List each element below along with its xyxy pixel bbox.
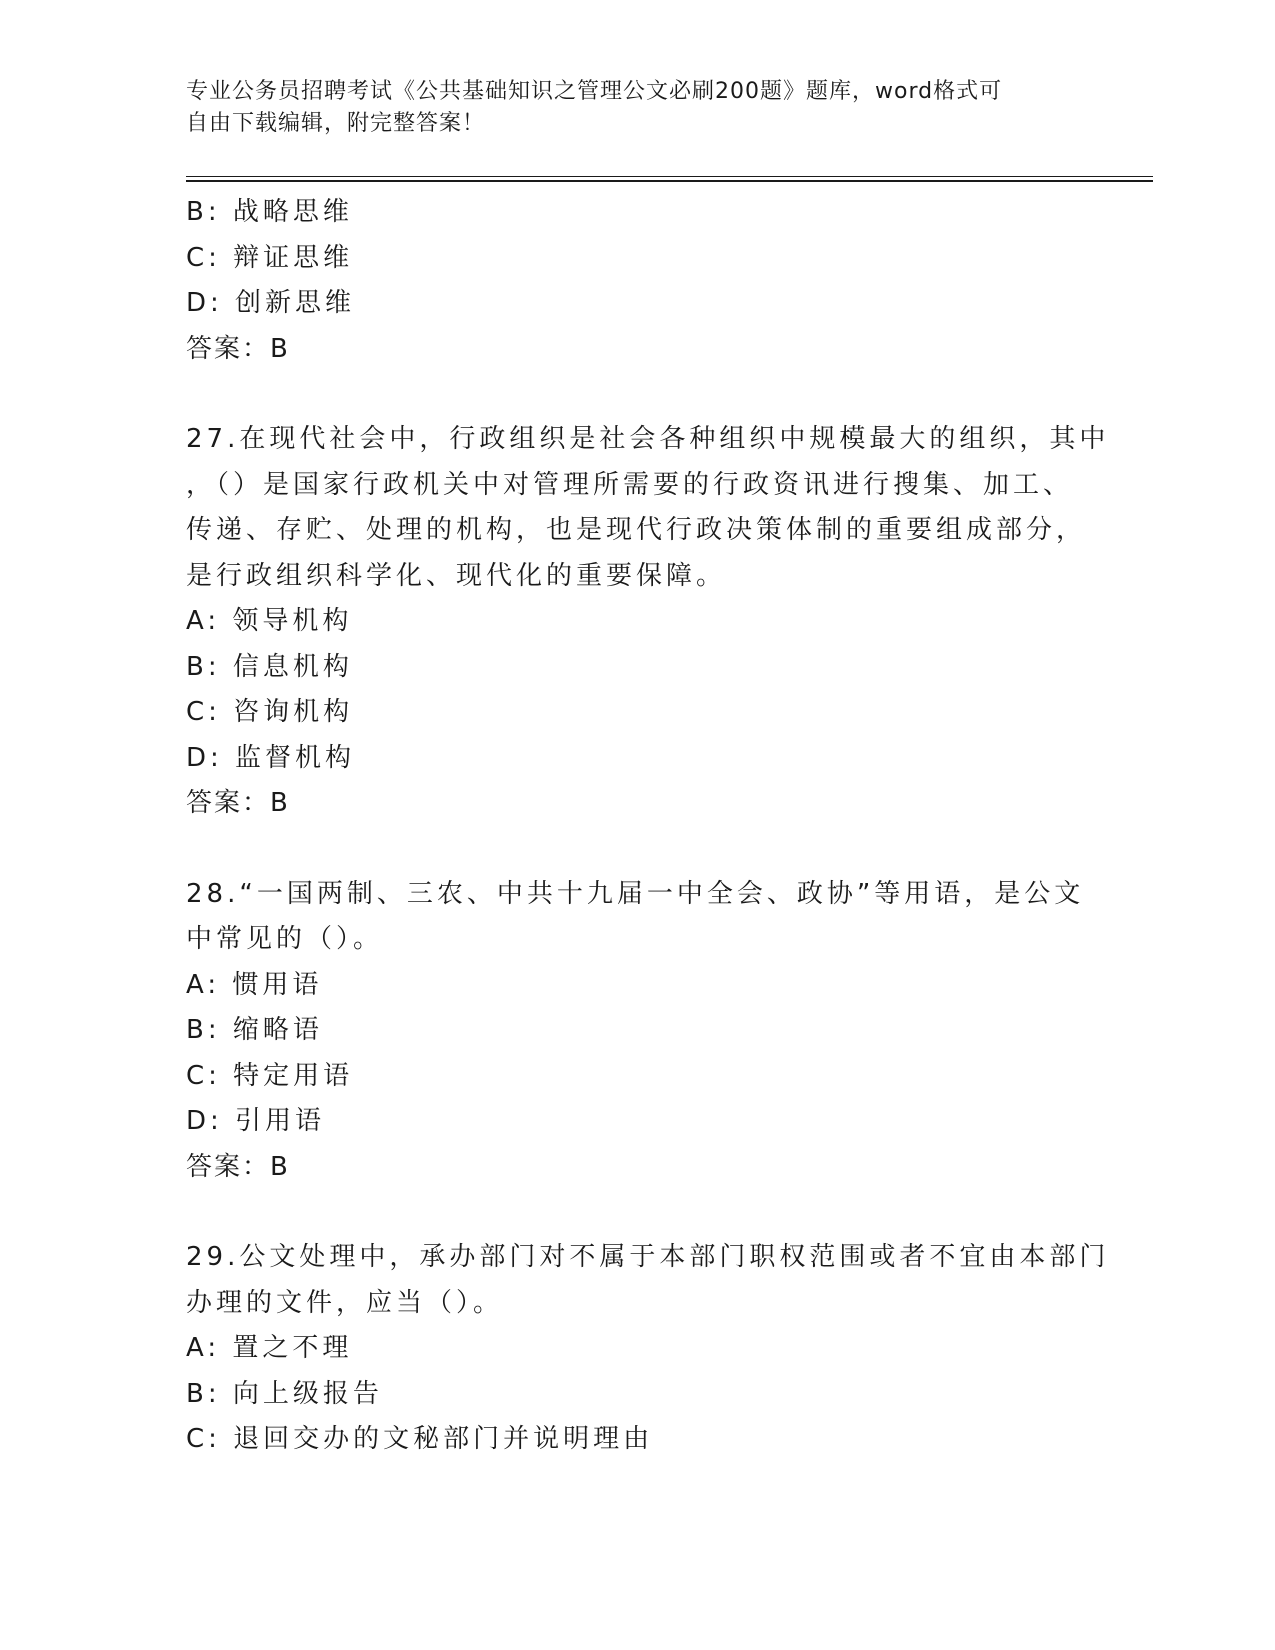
question-stem-line: 是行政组织科学化、现代化的重要保障。 (186, 560, 727, 591)
option-a: A: 惯用语 (186, 969, 323, 1000)
option-b: B: 信息机构 (186, 651, 353, 682)
question-stem-line: 传递、存贮、处理的机构，也是现代行政决策体制的重要组成部分， (186, 515, 1087, 545)
option-b: B: 战略思维 (186, 197, 353, 227)
option-c: C: 辩证思维 (186, 242, 354, 273)
question-stem-line: 办理的文件，应当（）。 (186, 1287, 504, 1318)
option-c: C: 退回交办的文秘部门并说明理由 (186, 1424, 654, 1454)
option-b: B: 向上级报告 (186, 1378, 383, 1409)
question-stem-line: 中常见的（）。 (186, 924, 384, 954)
header-divider (186, 176, 1153, 182)
answer-line: 答案：B (186, 788, 290, 818)
question-29 (186, 1235, 1110, 1463)
question-stem-line: 27.在现代社会中，行政组织是社会各种组织中规模最大的组织，其中 (186, 424, 1110, 454)
question-stem-line: ，（）是国家行政机关中对管理所需要的行政资讯进行搜集、加工、 (186, 469, 1074, 500)
question-stem-line: 28.“一国两制、三农、中共十九届一中全会、政协”等用语，是公文 (186, 878, 1085, 909)
document-body (186, 190, 1110, 1463)
question-27 (186, 417, 1110, 827)
answer-line: 答案：B (186, 1151, 290, 1182)
option-d: D: 创新思维 (186, 288, 356, 318)
answer-line: 答案：B (186, 333, 290, 364)
document-header (186, 76, 1086, 140)
question-26-continued (186, 190, 1086, 372)
option-a: A: 领导机构 (186, 606, 353, 636)
header-line-1: 专业公务员招聘考试《公共基础知识之管理公文必刷200题》题库，word格式可 (186, 79, 1003, 104)
question-28 (186, 872, 1086, 1191)
question-stem-line: 29.公文处理中，承办部门对不属于本部门职权范围或者不宜由本部门 (186, 1242, 1110, 1272)
option-d: D: 监督机构 (186, 742, 356, 773)
option-c: C: 咨询机构 (186, 697, 354, 727)
option-d: D: 引用语 (186, 1106, 326, 1136)
header-line-2: 自由下载编辑，附完整答案！ (186, 111, 486, 136)
option-a: A: 置之不理 (186, 1333, 353, 1363)
option-b: B: 缩略语 (186, 1015, 323, 1045)
option-c: C: 特定用语 (186, 1060, 354, 1091)
